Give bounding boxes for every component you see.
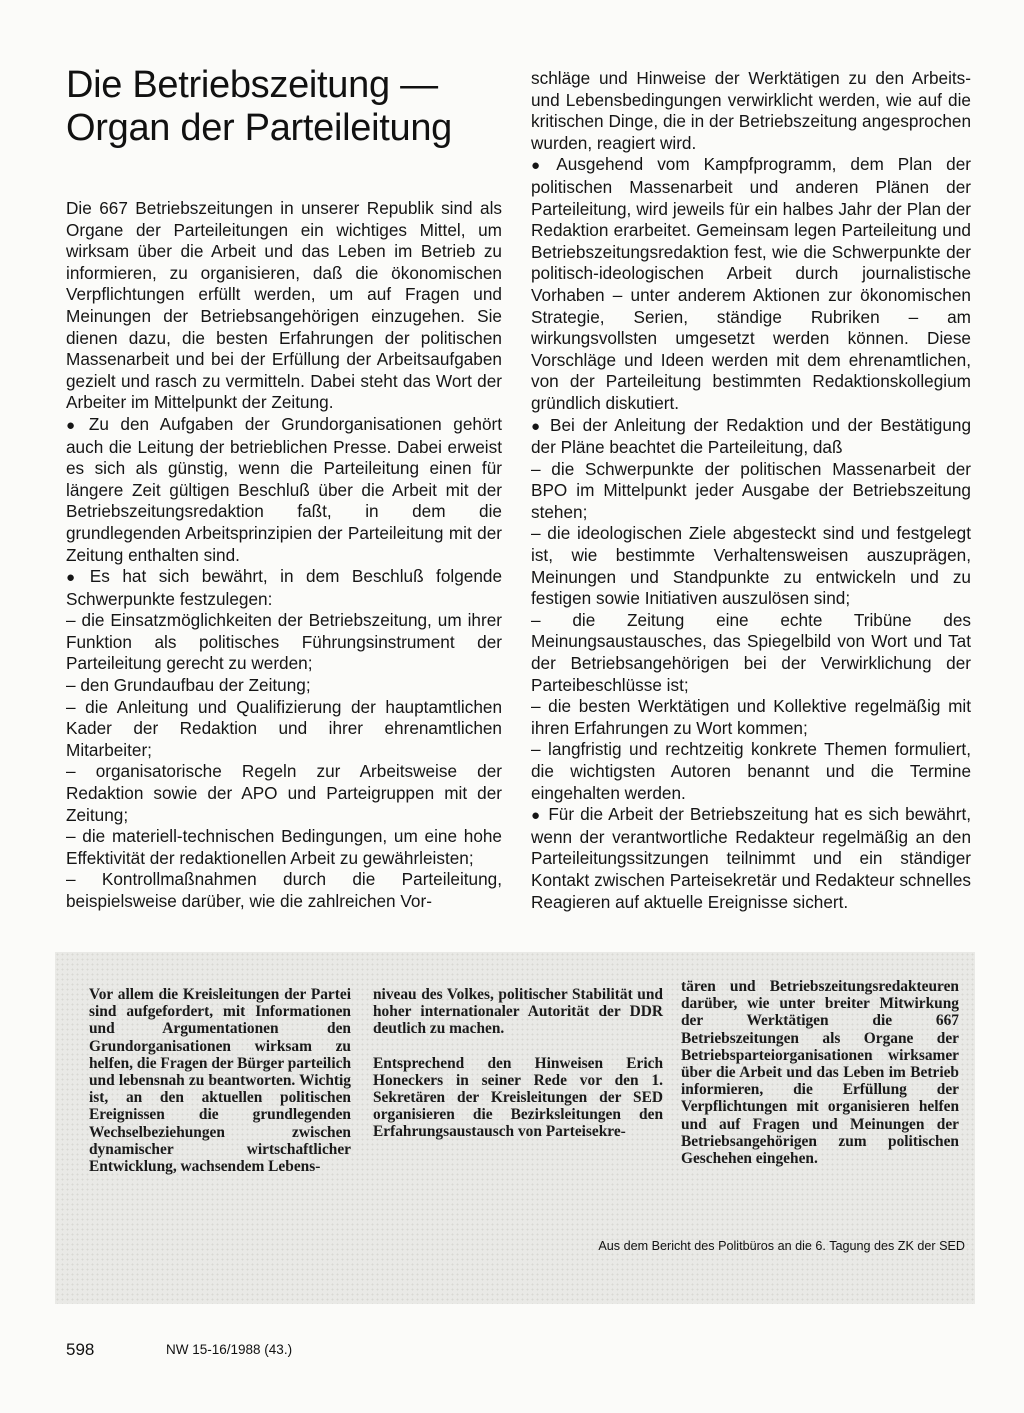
quote-source: Aus dem Bericht des Politbüros an die 6. Tagung des ZK der SED xyxy=(598,1239,965,1253)
bullet-paragraph: ● Es hat sich bewährt, in dem Beschluß folgende Schwerpunkte festzulegen: xyxy=(66,566,502,610)
article-title xyxy=(66,64,506,150)
paragraph: Die 667 Betriebszeitungen in unserer Republik sind als Organe der Parteileitungen ein wichtiges Mittel, um wirksam über die Arbeit und das Leben im Betrieb zu informieren, zu organisieren, daß die ökonomischen Verpflichtungen erfüllt werden, um auf Fragen und Meinungen der Betriebsangehörigen einzugehen. Sie dienen dazu, die besten Erfahrungen der politischen Massenarbeit und bei der Erfüllung der Arbeitsaufgaben gezielt und rasch zu vermitteln. Dabei steht das Wort der Arbeiter im Mittelpunkt der Zeitung. xyxy=(66,198,502,413)
page-number: 598 xyxy=(66,1340,95,1359)
quote-paragraph: niveau des Volkes, politischer Stabilität und hoher internationaler Autorität der DDR deutlich zu machen. xyxy=(373,986,663,1038)
right-text-column xyxy=(531,68,971,913)
title-line-2: Organ der Parteileitung xyxy=(66,107,452,149)
list-item: – die Schwerpunkte der politischen Massenarbeit der BPO im Mittelpunkt jeder Ausgabe der Betriebszeitung stehen; xyxy=(531,458,971,522)
bullet-paragraph: ● Bei der Anleitung der Redaktion und der Bestätigung der Pläne beachtet die Parteileitung, daß xyxy=(531,415,971,459)
list-item: – die ideologischen Ziele abgesteckt sind und festgelegt ist, wie bestimmte Verhaltensweisen auszuprägen, Meinungen und Standpunkte zu entwickeln und zu festigen sowie Initiativen auszulösen sind; xyxy=(531,523,971,609)
list-item: – organisatorische Regeln zur Arbeitsweise der Redaktion sowie der APO und Parteigruppen mit der Zeitung; xyxy=(66,761,502,825)
quote-paragraph: Vor allem die Kreisleitungen der Partei sind aufgefordert, mit Informationen und Argumentationen den Grundorganisationen wirksam zu helfen, die Fragen der Bürger parteilich und lebensnah zu beantworten. Wichtig ist, an den aktuellen politischen Ereignissen die grundlegenden Wechselbeziehungen zwischen dynamischer wirtschaftlicher Entwicklung, wachsendem Lebens- xyxy=(89,986,351,1176)
quote-spacer xyxy=(373,1038,663,1055)
bullet-paragraph: ● Für die Arbeit der Betriebszeitung hat es sich bewährt, wenn der verantwortliche Redakteur regelmäßig an den Parteileitungssitzungen teilnimmt und ein ständiger Kontakt zwischen Parteisekretär und Redakteur schnelles Reagieren auf aktuelle Ereignisse sichert. xyxy=(531,804,971,913)
list-item: – die Einsatzmöglichkeiten der Betriebszeitung, um ihrer Funktion als politisches Führungsinstrument der Parteileitung gerecht zu werden; xyxy=(66,610,502,674)
list-item: – den Grundaufbau der Zeitung; xyxy=(66,675,311,696)
bullet-paragraph: ● Ausgehend vom Kampfprogramm, dem Plan der politischen Massenarbeit und anderen Plänen der Parteileitung, wird jeweils für ein halbes Jahr der Plan der Redaktion erarbeitet. Gemeinsam legen Parteileitung und Betriebszeitungsredaktion fest, wie die Schwerpunkte der politisch-ideologischen Arbeit durch journalistische Vorhaben – unter anderem Aktionen zur ökonomischen Strategie, Serien, ständige Rubriken – am wirkungsvollsten umgesetzt werden können. Diese Vorschläge und Ideen werden mit dem ehrenamtlichen, von der Parteileitung bestimmten Redaktionskollegium gründlich diskutiert. xyxy=(531,154,971,414)
list-item: – die Anleitung und Qualifizierung der hauptamtlichen Kader der Redaktion und ihrer ehrenamtlichen Mitarbeiter; xyxy=(66,696,502,760)
title-line-1: Die Betriebszeitung — xyxy=(66,64,438,106)
bullet-paragraph: ● Zu den Aufgaben der Grundorganisationen gehört auch die Leitung der betrieblichen Presse. Dabei erweist es sich als günstig, wenn die Parteileitung einen für längere Zeit gültigen Beschluß über die Arbeit mit der Betriebszeitungsredaktion faßt, in dem die grundlegenden Arbeitsprinzipien der Parteileitung mit der Zeitung enthalten sind. xyxy=(66,414,502,566)
paragraph: schläge und Hinweise der Werktätigen zu den Arbeits- und Lebensbedingungen verwirklicht werden, wie auf die kritischen Dinge, die in der Betriebszeitung angesprochen wurden, reagiert wird. xyxy=(531,68,971,153)
quote-paragraph: Entsprechend den Hinweisen Erich Honeckers in seiner Rede vor den 1. Sekretären der Kreisleitungen der SED organisieren die Bezirksleitungen den Erfahrungsaustausch von Parteisekre- xyxy=(373,1054,663,1141)
issue-reference: NW 15-16/1988 (43.) xyxy=(166,1342,293,1357)
list-item: – die Zeitung eine echte Tribüne des Meinungsaustausches, das Spiegelbild von Wort und Tat der Betriebsangehörigen bei der Verwirklichung der Parteibeschlüsse ist; xyxy=(531,609,971,695)
quote-box xyxy=(55,952,975,1304)
quote-paragraph: tären und Betriebszeitungsredakteuren darüber, wie unter breiter Mitwirkung der Werktätigen die 667 Betriebszeitungen als Organe der Betriebsparteiorganisationen wirksamer über die Arbeit und das Leben im Betrieb informieren, die Erfüllung der Verpflichtungen mit organisieren helfen und auf Fragen und Meinungen der Betriebsangehörigen zum politischen Geschehen eingehen. xyxy=(681,978,959,1168)
list-item: – langfristig und rechtzeitig konkrete Themen formuliert, die wichtigsten Autoren benannt und die Termine eingehalten werden. xyxy=(531,739,971,803)
quote-column-2 xyxy=(373,986,663,1141)
list-item: – die materiell-technischen Bedingungen, um eine hohe Effektivität der redaktionellen Arbeit zu gewährleisten; xyxy=(66,826,502,868)
quote-column-3 xyxy=(681,978,959,1167)
list-item: – Kontrollmaßnahmen durch die Parteileitung, beispielsweise darüber, wie die zahlreichen Vor- xyxy=(66,869,502,911)
list-item: – die besten Werktätigen und Kollektive regelmäßig mit ihren Erfahrungen zu Wort kommen; xyxy=(531,696,971,738)
left-text-column xyxy=(66,198,502,913)
quote-column-1 xyxy=(89,986,351,1175)
